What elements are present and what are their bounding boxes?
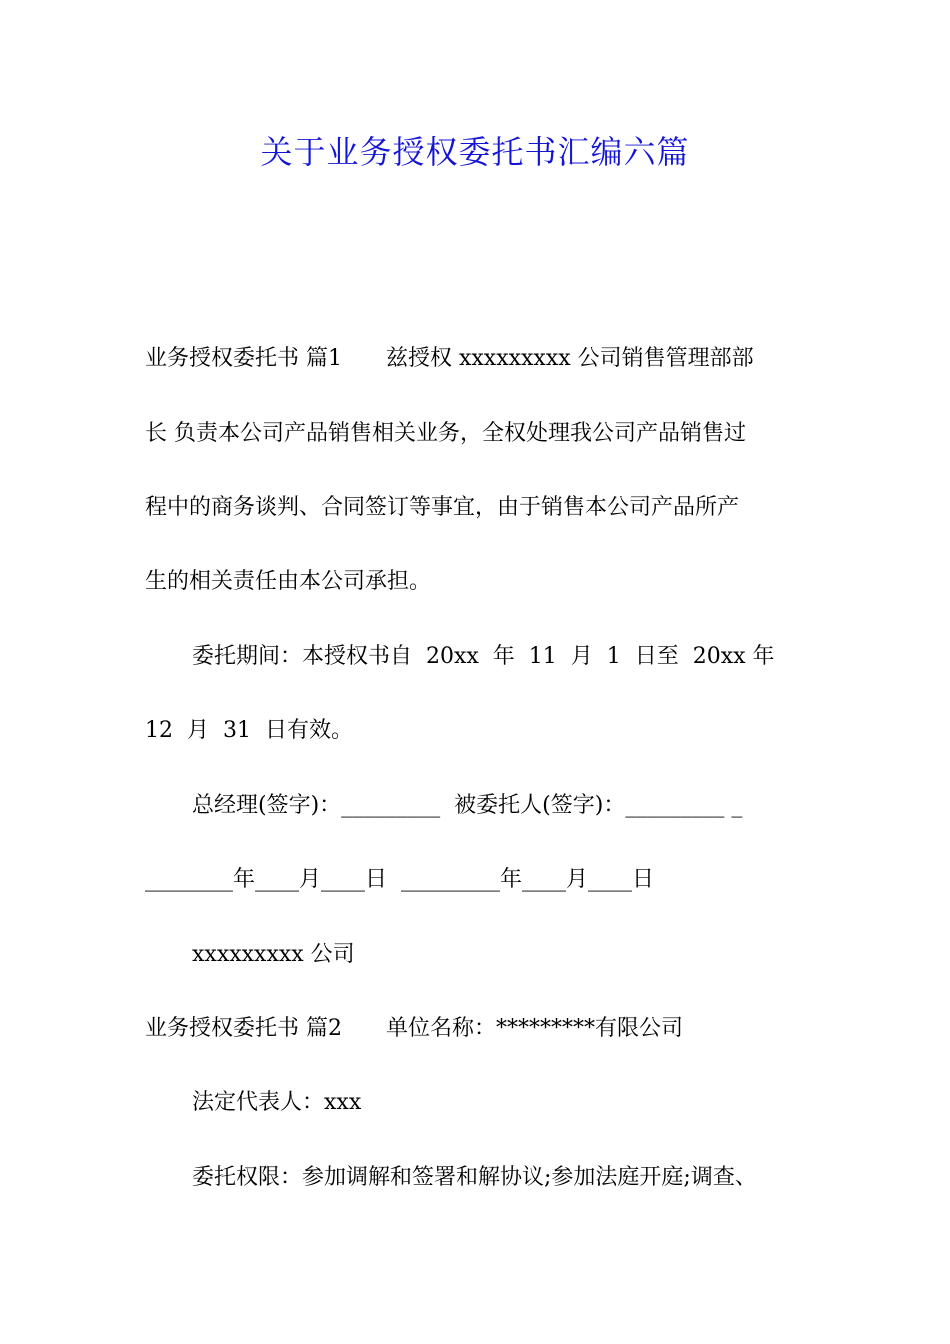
paragraph-line: 委托权限：参加调解和签署和解协议;参加法庭开庭;调查、 bbox=[192, 1165, 757, 1190]
paragraph-line: 业务授权委托书 篇2 单位名称：*********有限公司 bbox=[145, 1016, 683, 1041]
document-title: 关于业务授权委托书汇编六篇 bbox=[260, 133, 690, 171]
paragraph-line: xxxxxxxxx 公司 bbox=[192, 942, 355, 967]
paragraph-line: 委托期间：本授权书自 20xx 年 11 月 1 日至 20xx 年 bbox=[192, 644, 775, 669]
paragraph-line: 程中的商务谈判、合同签订等事宜，由于销售本公司产品所产 bbox=[145, 495, 740, 520]
paragraph-line: 长 负责本公司产品销售相关业务，全权处理我公司产品销售过 bbox=[145, 421, 746, 446]
paragraph-line: ________年____月____日 _________年____月____日 bbox=[145, 867, 654, 892]
paragraph-line: 法定代表人：xxx bbox=[192, 1090, 362, 1115]
paragraph-line: 业务授权委托书 篇1 兹授权 xxxxxxxxx 公司销售管理部部 bbox=[145, 346, 754, 371]
paragraph-line: 12 月 31 日有效。 bbox=[145, 718, 353, 743]
paragraph-line: 生的相关责任由本公司承担。 bbox=[145, 569, 432, 594]
paragraph-line: 总经理(签字)：_________ 被委托人(签字)：_________ _ bbox=[192, 793, 743, 818]
